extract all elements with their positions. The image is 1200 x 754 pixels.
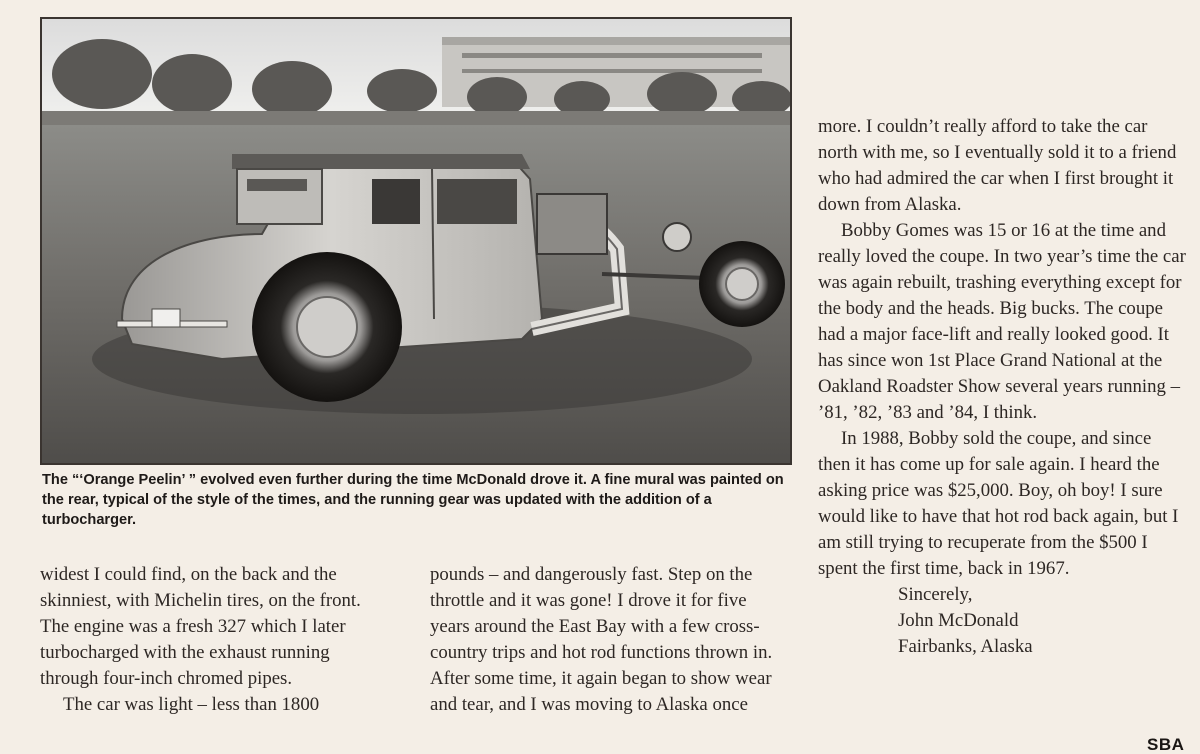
signature-closing: Sincerely,: [898, 584, 973, 605]
signature-block: [818, 582, 1188, 660]
article-column-1: [40, 562, 390, 718]
signature-location: Fairbanks, Alaska: [898, 636, 1033, 657]
paragraph: pounds – and dangerously fast. Step on the throttle and it was gone! I drove it for five years around the East Bay with a few cross-country trips and hot rod functions thrown in. After some time, it again began to show wear and tear, and I was moving to Alaska once: [430, 564, 773, 715]
signature-name: John McDonald: [898, 610, 1019, 631]
paragraph: The car was light – less than 1800: [63, 694, 320, 715]
paragraph: Bobby Gomes was 15 or 16 at the time and really loved the coupe. In two year’s time the car was again rebuilt, trashing everything except for the body and the heads. Big bucks. The coupe had a major face-lift and really looked good. It has since won 1st Place Grand National at the Oakland Roadster Show several years running – ’81, ’82, ’83 and ’84, I think.: [818, 220, 1186, 423]
paragraph: In 1988, Bobby sold the coupe, and since then it has come up for sale again. I heard the asking price was $25,000. Boy, oh boy! I sure would like to have that hot rod back again, but I am still trying to recuperate from the $500 I spent the first time, back in 1967.: [818, 428, 1179, 579]
car-photo: [40, 17, 792, 465]
paragraph: widest I could find, on the back and the skinniest, with Michelin tires, on the front. The engine was a fresh 327 which I later turbocharged with the exhaust running through four-inch chromed pipes.: [40, 564, 361, 689]
article-column-3: [818, 114, 1188, 660]
photo-caption: The “‘Orange Peelin’ ” evolved even further during the time McDonald drove it. A fine mural was painted on the rear, typical of the style of the times, and the running gear was updated with the addition of a turbocharger.: [42, 472, 784, 528]
paragraph: more. I couldn’t really afford to take the car north with me, so I eventually sold it to a friend who had admired the car when I first brought it down from Alaska.: [818, 116, 1177, 215]
end-mark: SBA: [1147, 735, 1185, 754]
article-column-2: [430, 562, 780, 718]
car-photo-illustration: [42, 19, 790, 463]
